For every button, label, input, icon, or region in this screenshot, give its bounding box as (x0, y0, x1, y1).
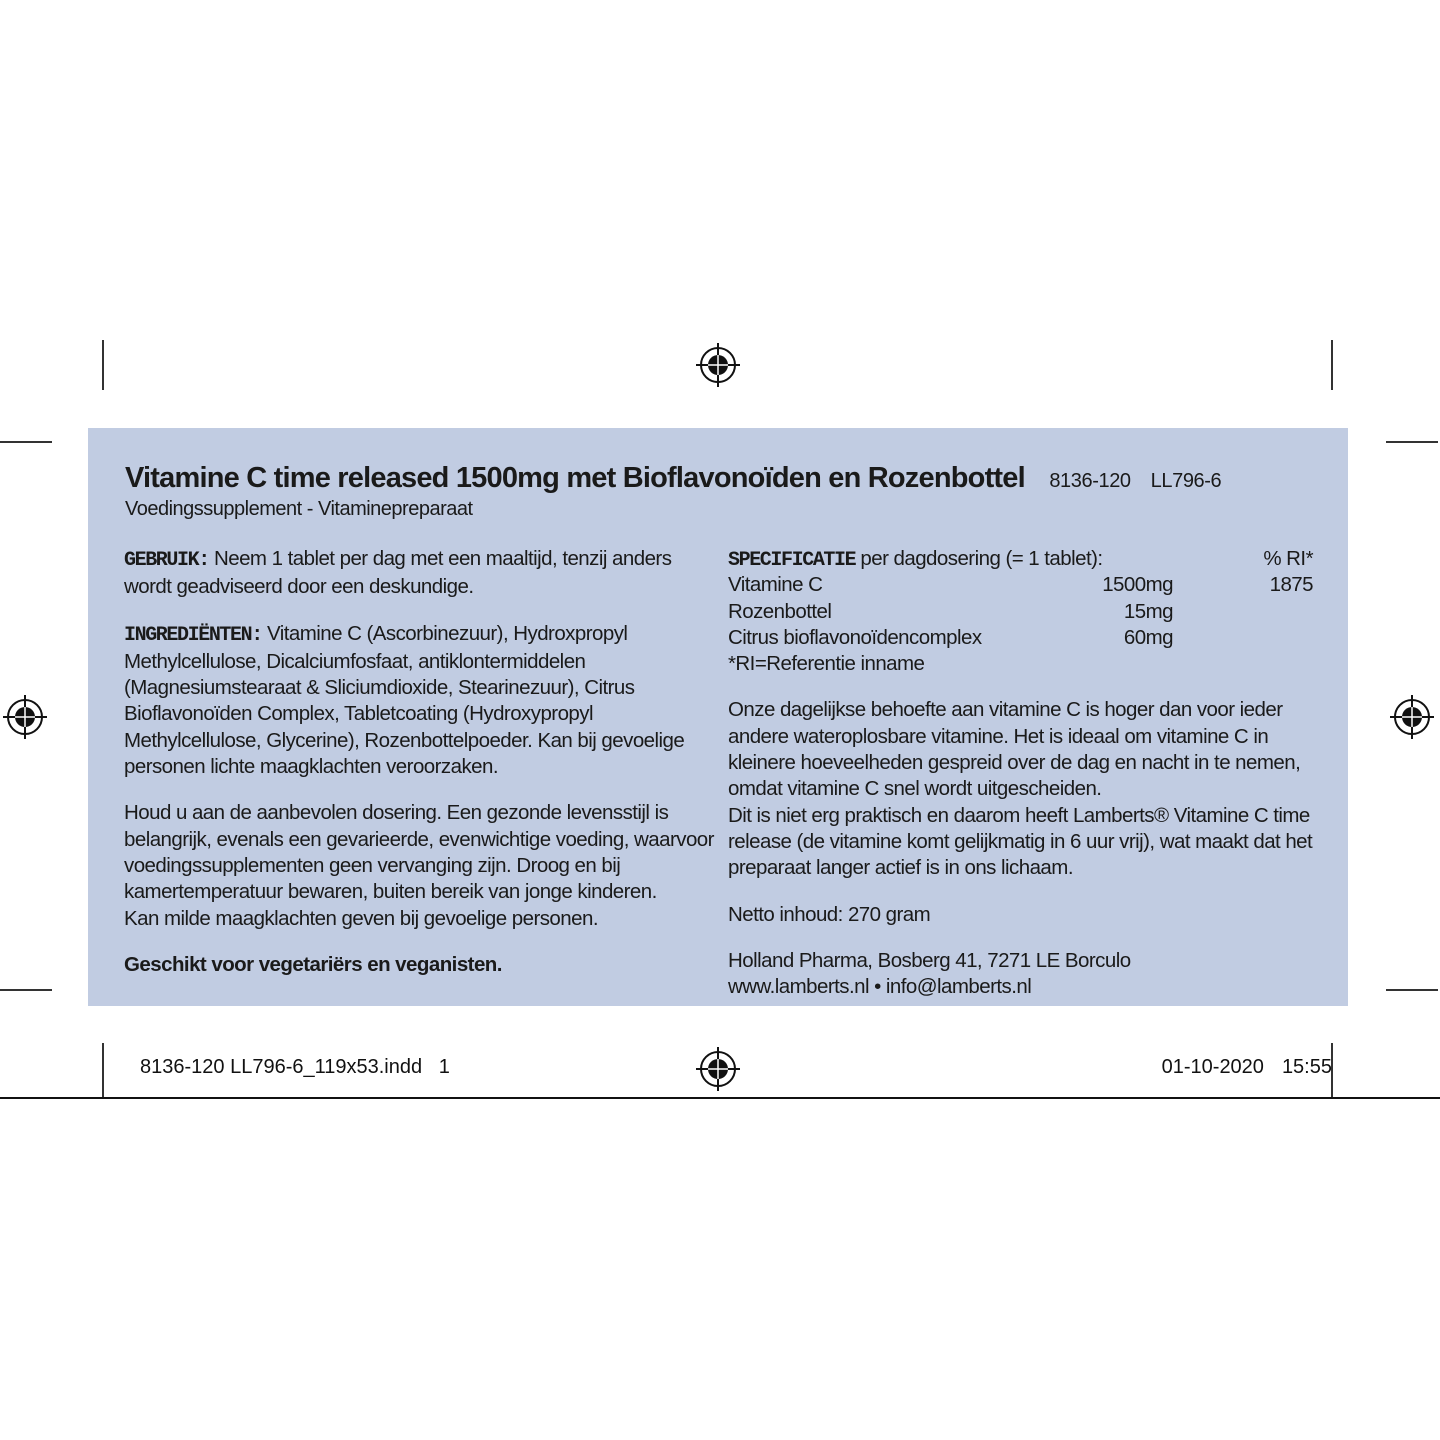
spec-row (728, 572, 1313, 598)
usage-label: GEBRUIK: (124, 549, 209, 572)
registration-mark-icon (3, 695, 47, 739)
crop-mark-top-right (1331, 340, 1333, 390)
crop-mark-bottom-left (102, 1043, 104, 1097)
date-slug (1162, 1056, 1332, 1079)
usage-text: Neem 1 tablet per dag met een maaltijd, tenzij anders wordt geadviseerd door een deskundige. (124, 547, 672, 599)
slug-date: 01-10-2020 (1161, 1056, 1264, 1078)
spec-row (728, 625, 1313, 651)
product-subtitle: Voedingssupplement - Vitaminepreparaat (125, 498, 473, 520)
spec-subheading: per dagdosering (= 1 tablet): (855, 547, 1103, 570)
registration-mark-icon (696, 1047, 740, 1091)
spec-footnote-row (728, 651, 1313, 677)
right-column (728, 546, 1313, 1020)
spec-footnote: *RI=Referentie inname (728, 652, 925, 676)
net-content: Netto inhoud: 270 gram (728, 902, 931, 926)
advice-paragraph (124, 800, 714, 931)
bottom-rule (0, 1097, 1440, 1099)
spec-ri-header: % RI* (1263, 547, 1313, 570)
specification-table (728, 546, 1313, 677)
product-code-1: 8136-120 (1049, 470, 1131, 492)
crop-mark-left-bottom (0, 989, 52, 991)
advice-text: Houd u aan de aanbevolen dosering. Een gezonde levensstijl is belangrijk, evenals een gevarieerde, evenwichtige voeding, waarvoor voedingssupplementen geen vervanging zijn. Droog en bij kamertemperatuur bewaren, buiten bereik van jonge kinderen. (124, 801, 714, 904)
spec-name: Rozenbottel (728, 599, 832, 623)
info-text-2: Dit is niet erg praktisch en daarom heeft Lamberts® Vitamine C time release (de vitamine komt gelijkmatig in 6 uur vrij), wat maakt dat het preparaat langer actief is in ons lichaam. (728, 803, 1313, 880)
crop-mark-right-top (1386, 441, 1438, 443)
crop-mark-top-left (102, 340, 104, 390)
spec-name: Citrus bioflavonoïdencomplex (728, 625, 982, 649)
ingredients-paragraph (124, 621, 714, 781)
spec-row (728, 599, 1313, 625)
registration-mark-icon (696, 343, 740, 387)
spec-header-row (728, 546, 1313, 572)
info-text: Onze dagelijkse behoefte aan vitamine C is hoger dan voor ieder andere wateroplosbare vitamine. Het is ideaal om vitamine C in kleinere hoeveelheden gespreid over de dag en nacht in te nemen, omdat vitamine C snel wordt uitgescheiden. (728, 698, 1301, 801)
spec-ri: 1875 (1269, 573, 1313, 597)
address: Holland Pharma, Bosberg 41, 7271 LE Borculo (728, 948, 1131, 972)
spec-amount: 1500mg (1102, 573, 1173, 597)
spec-label: SPECIFICATIE (728, 549, 856, 572)
slug-time: 15:55 (1281, 1056, 1332, 1078)
spec-amount: 15mg (1123, 599, 1173, 623)
spec-amount: 60mg (1123, 625, 1173, 649)
contact-paragraph (728, 948, 1313, 1001)
usage-paragraph (124, 546, 714, 601)
product-code-2: LL796-6 (1150, 470, 1222, 492)
crop-mark-left-top (0, 441, 52, 443)
crop-mark-right-bottom (1386, 989, 1438, 991)
info-paragraph (728, 697, 1313, 881)
contact-line: www.lamberts.nl • info@lamberts.nl (728, 975, 1032, 999)
product-title: Vitamine C time released 1500mg met Bioflavonoïden en Rozenbottel (125, 462, 1025, 494)
left-column (124, 546, 714, 998)
ingredients-text: Vitamine C (Ascorbinezuur), Hydroxpropyl Methylcellulose, Dicalciumfosfaat, antiklontermiddelen (Magnesiumstearaat & Sliciumdioxide, Stearinezuur), Citrus Bioflavonoïden Complex, Tabletcoating (Hydroxypropyl Methylcellulose, Glycerine), Rozenbottelpoeder. Kan bij gevoelige personen lichte maagklachten veroorzaken. (124, 621, 685, 779)
product-codes (1049, 470, 1241, 493)
registration-mark-icon (1390, 695, 1434, 739)
ingredients-label: INGREDIËNTEN: (124, 623, 262, 647)
product-label (88, 428, 1348, 1006)
vegan-statement: Geschikt voor vegetariërs en veganisten. (124, 952, 502, 976)
spec-name: Vitamine C (728, 573, 823, 597)
advice-text-2: Kan milde maagklachten geven bij gevoelige personen. (124, 906, 598, 930)
file-slug: 8136-120 LL796-6_119x53.indd 1 (140, 1056, 450, 1078)
title-row (125, 462, 1328, 495)
spec-heading (728, 546, 1103, 574)
